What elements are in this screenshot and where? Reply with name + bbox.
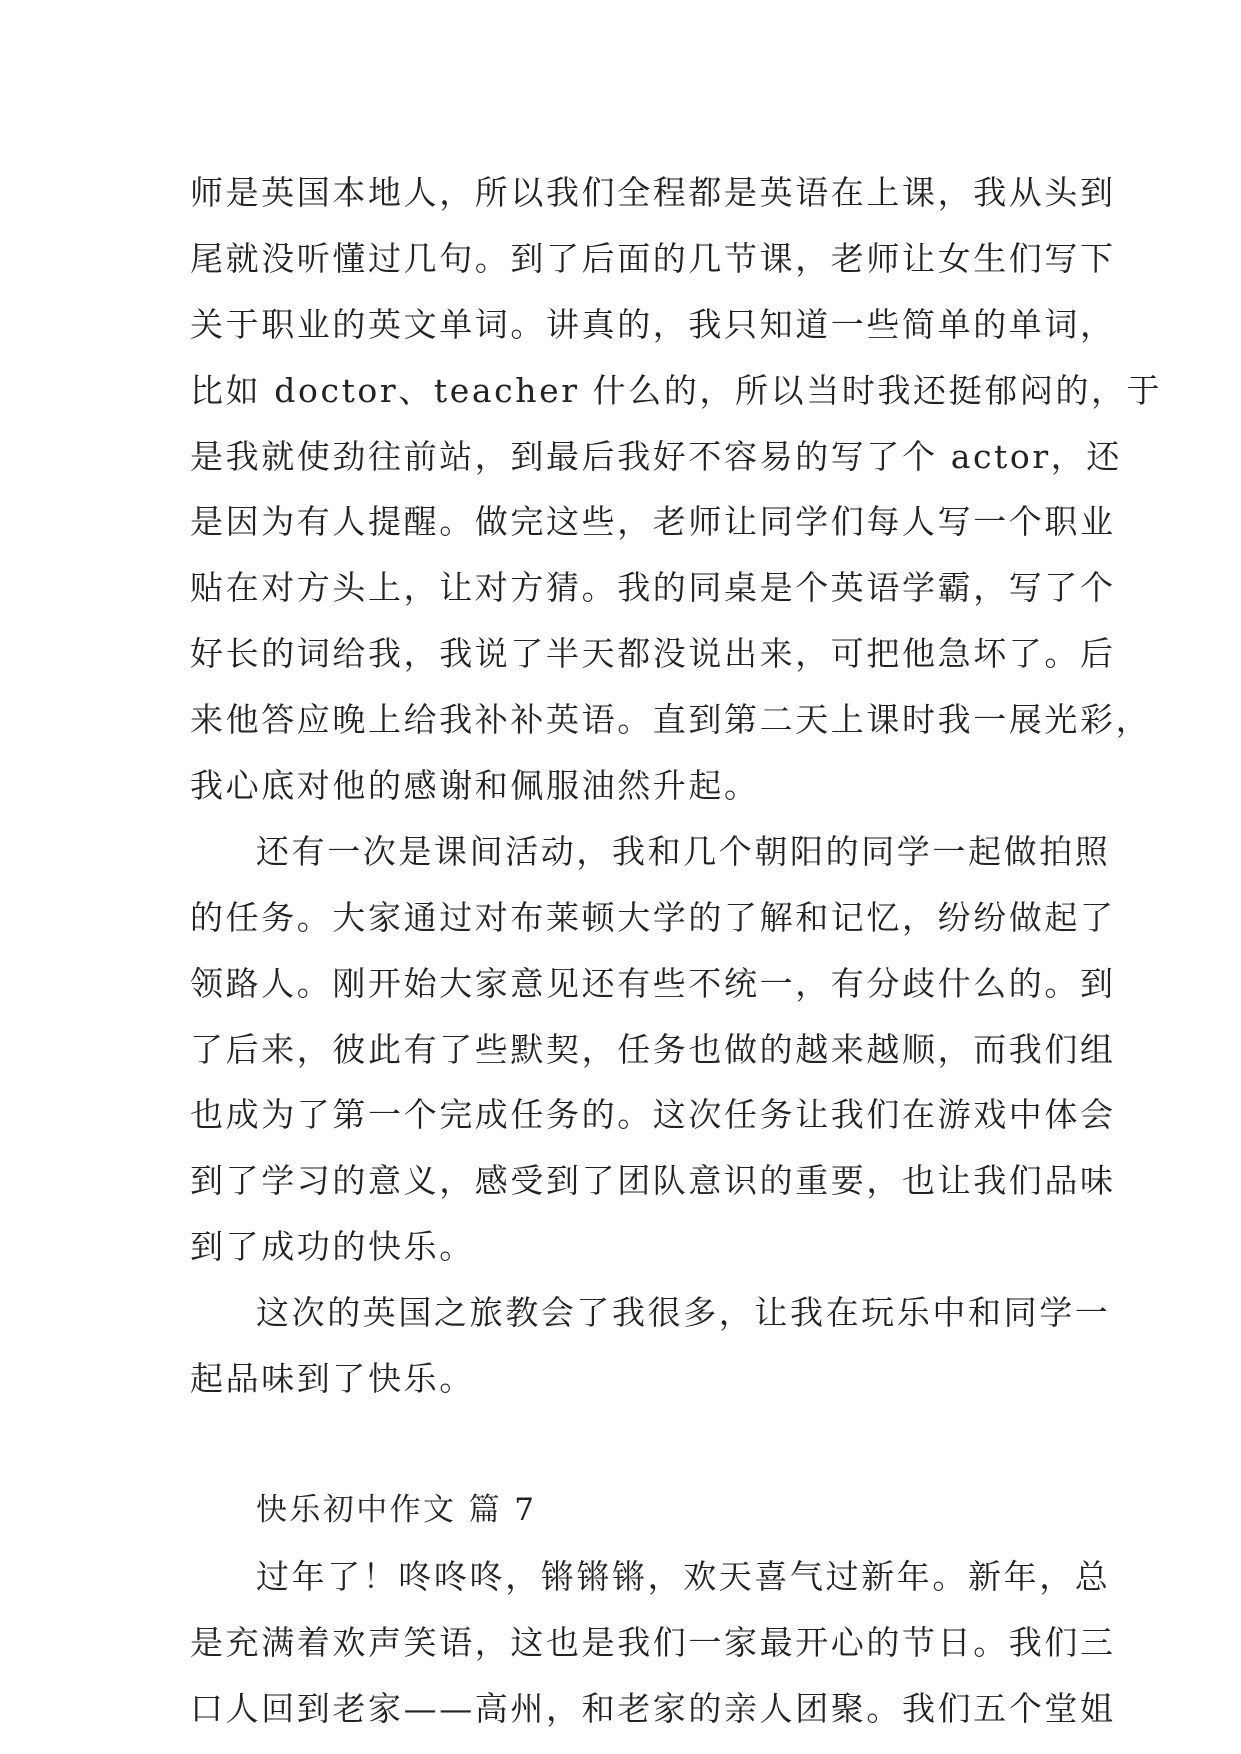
text-line: 好长的词给我，我说了半天都没说出来，可把他急坏了。后 <box>190 634 1116 674</box>
text-line: 是充满着欢声笑语，这也是我们一家最开心的节日。我们三 <box>190 1622 1116 1662</box>
text-line: 起品味到了快乐。 <box>190 1359 475 1399</box>
text-line: 尾就没听懂过几句。到了后面的几节课，老师让女生们写下 <box>190 238 1116 278</box>
text-line: 来他答应晚上给我补补英语。直到第二天上课时我一展光彩， <box>190 700 1152 740</box>
text-line: 师是英国本地人，所以我们全程都是英语在上课，我从头到 <box>190 173 1116 212</box>
text-line: 是因为有人提醒。做完这些，老师让同学们每人写一个职业 <box>190 502 1116 542</box>
section-heading: 快乐初中作文 篇 7 <box>256 1491 537 1528</box>
text-line: 还有一次是课间活动，我和几个朝阳的同学一起做拍照 <box>256 831 1111 871</box>
text-line: 的任务。大家通过对布莱顿大学的了解和记忆，纷纷做起了 <box>190 897 1116 937</box>
essay-text <box>190 160 1163 1741</box>
text-line: 这次的英国之旅教会了我很多，让我在玩乐中和同学一 <box>256 1293 1111 1333</box>
text-line: 是我就使劲往前站，到最后我好不容易的写了个 actor，还 <box>190 436 1122 476</box>
paragraph-3 <box>190 1280 1111 1412</box>
paragraph-4 <box>190 1544 1116 1742</box>
text-line: 到了成功的快乐。 <box>190 1227 475 1267</box>
text-line: 了后来，彼此有了些默契，任务也做的越来越顺，而我们组 <box>190 1029 1116 1069</box>
text-line: 到了学习的意义，感受到了团队意识的重要，也让我们品味 <box>190 1161 1116 1201</box>
text-line: 比如 doctor、teacher 什么的，所以当时我还挺郁闷的，于 <box>190 370 1163 410</box>
section-spacer <box>190 1412 1070 1478</box>
paragraph-1 <box>190 160 1163 819</box>
text-line: 贴在对方头上，让对方猜。我的同桌是个英语学霸，写了个 <box>190 568 1116 608</box>
text-line: 口人回到老家——高州，和老家的亲人团聚。我们五个堂姐 <box>190 1688 1116 1728</box>
text-line: 我心底对他的感谢和佩服油然升起。 <box>190 766 760 806</box>
paragraph-2 <box>190 819 1116 1280</box>
text-line: 也成为了第一个完成任务的。这次任务让我们在游戏中体会 <box>190 1095 1116 1135</box>
text-line: 过年了！咚咚咚，锵锵锵，欢天喜气过新年。新年，总 <box>256 1556 1111 1596</box>
text-line: 关于职业的英文单词。讲真的，我只知道一些简单的单词， <box>190 304 1116 344</box>
text-line: 领路人。刚开始大家意见还有些不统一，有分歧什么的。到 <box>190 963 1116 1003</box>
